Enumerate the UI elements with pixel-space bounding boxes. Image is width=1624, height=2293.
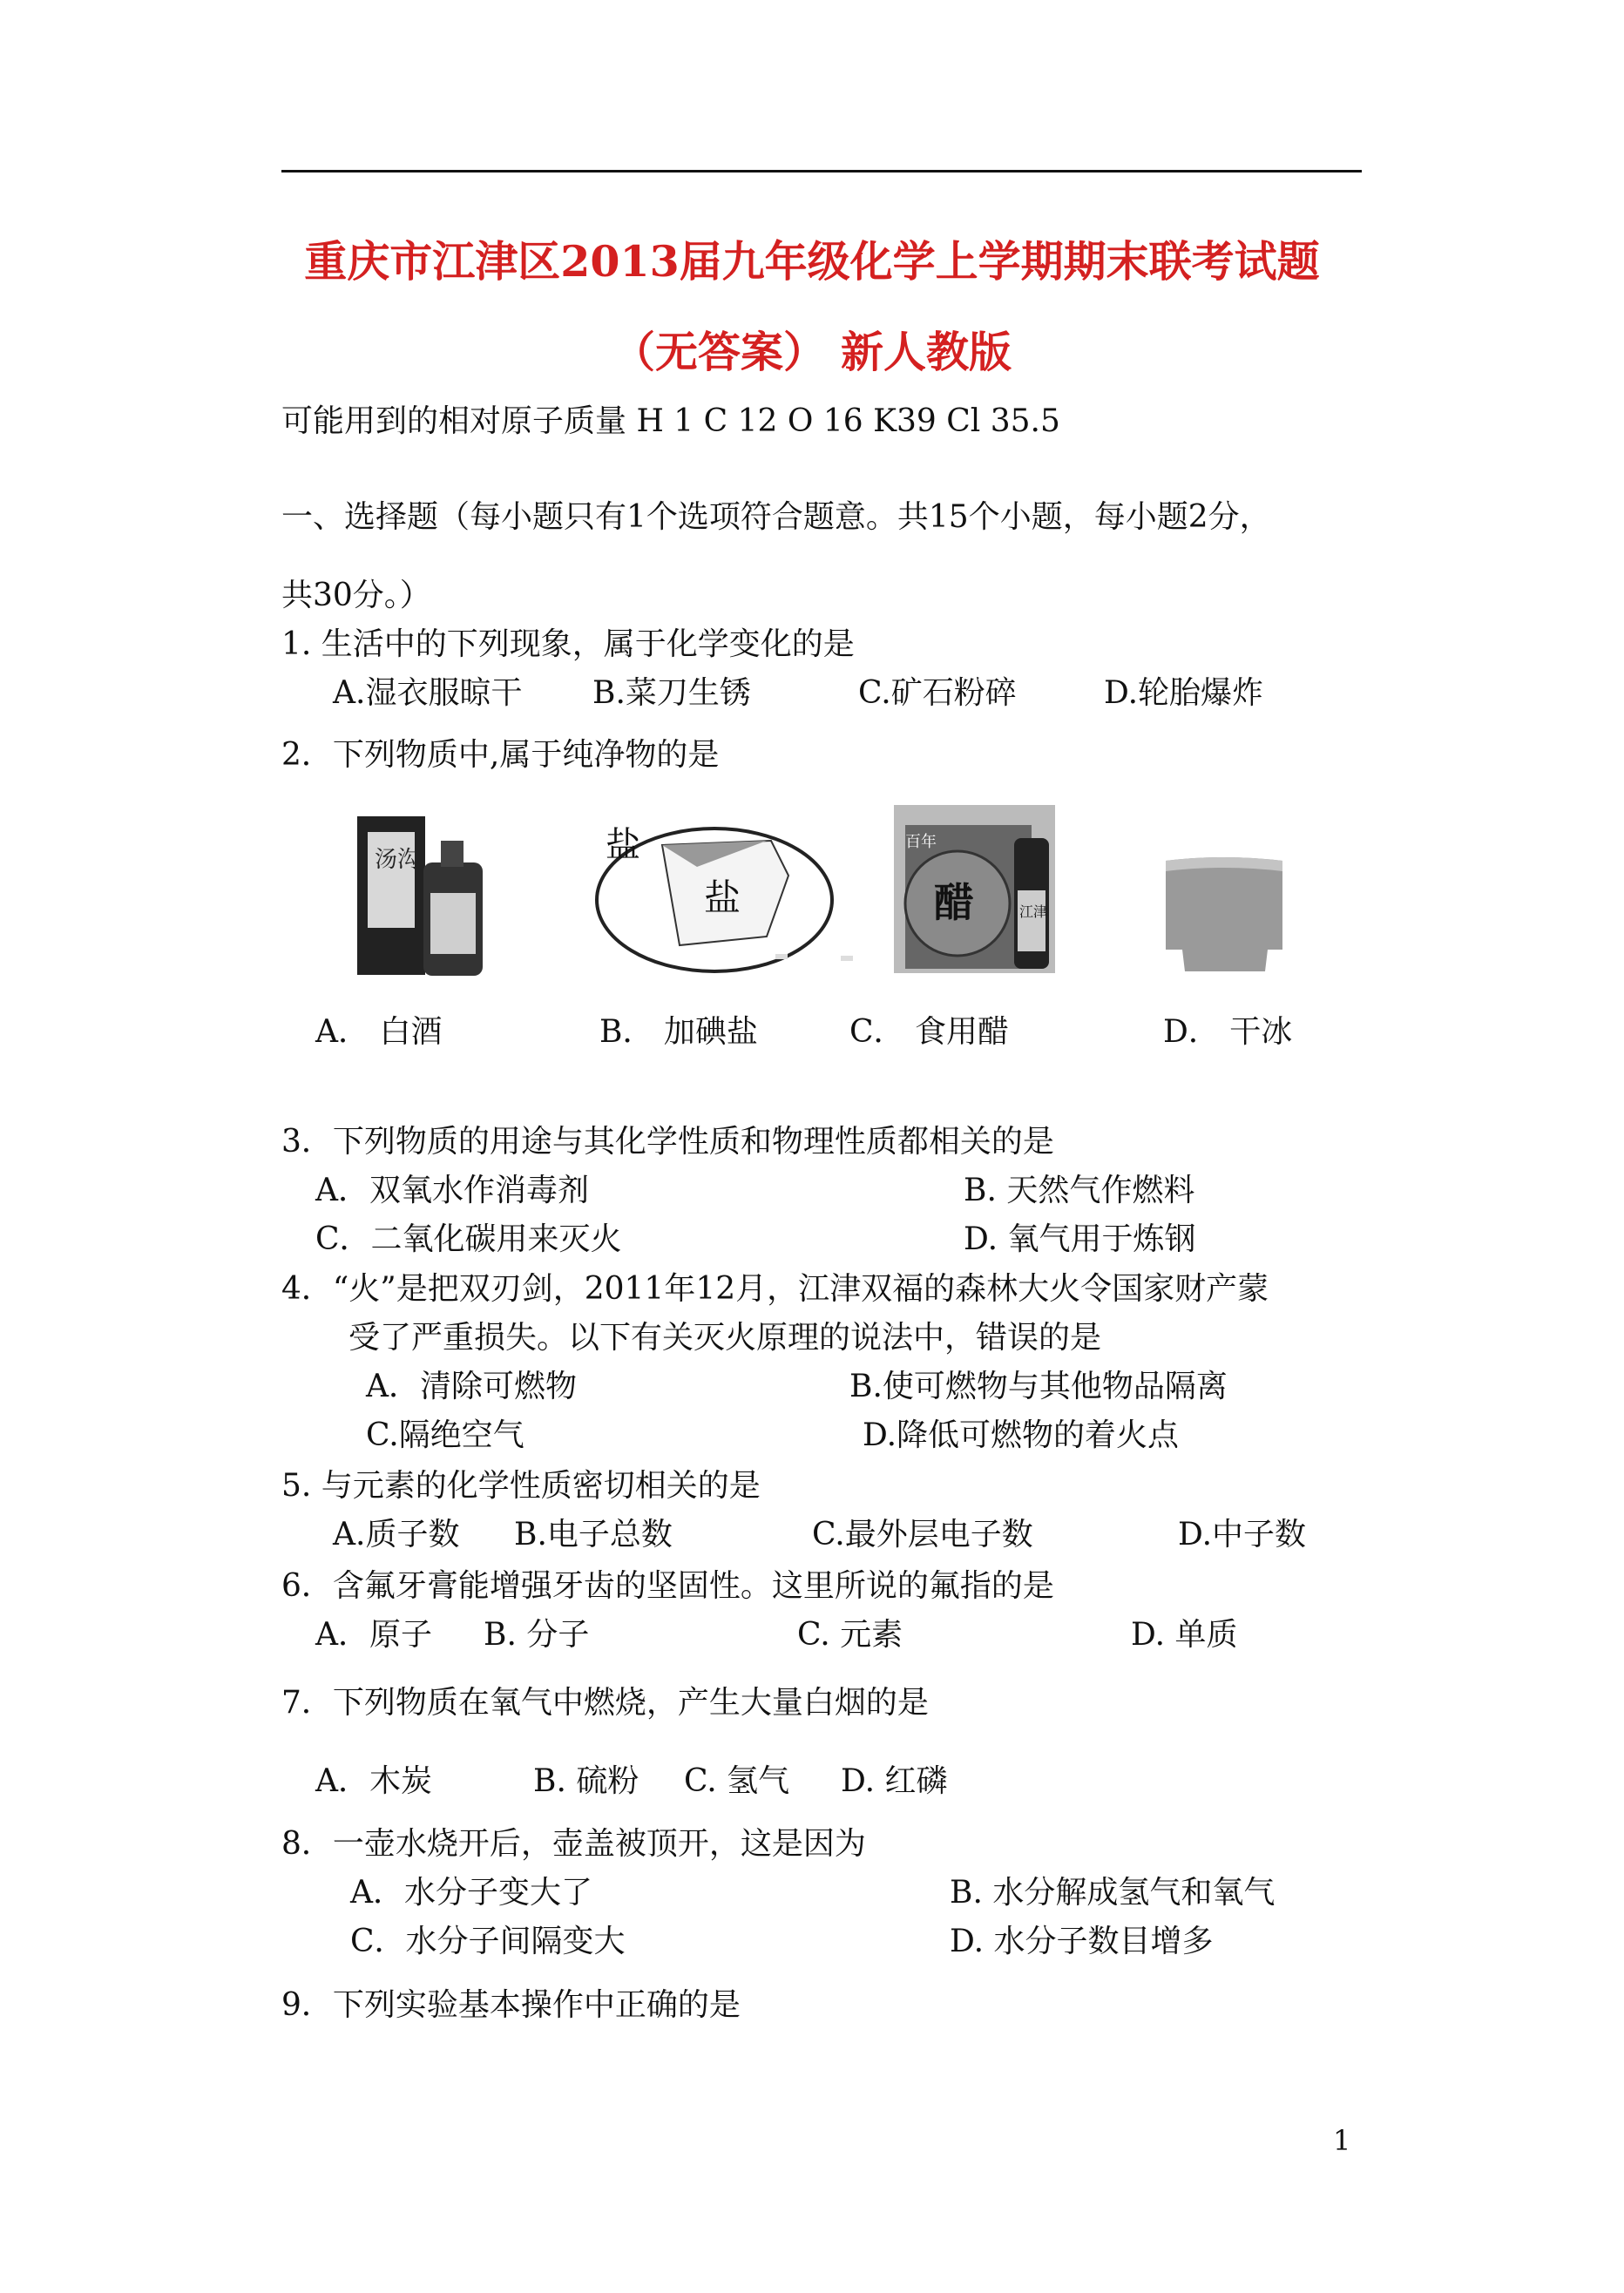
q2-option-d: D． 干冰 xyxy=(1163,1014,1293,1050)
q6-option-d: D. 单质 xyxy=(1131,1617,1238,1653)
vinegar-image xyxy=(892,803,1058,976)
q3-option-c: C．二氧化碳用来灭火 xyxy=(315,1221,622,1257)
q6-option-c: C. 元素 xyxy=(797,1617,903,1653)
q2-option-c: C． 食用醋 xyxy=(849,1014,1009,1050)
question-1-stem: 1. 生活中的下列现象，属于化学变化的是 xyxy=(281,626,855,662)
q4-option-a: A．清除可燃物 xyxy=(366,1369,577,1404)
iodized-salt-image xyxy=(592,806,880,976)
question-7-stem: 7．下列物质在氧气中燃烧，产生大量白烟的是 xyxy=(281,1685,929,1721)
q3-option-d: D. 氧气用于炼钢 xyxy=(964,1221,1196,1257)
header-rule xyxy=(281,170,1362,172)
section-heading: 一、选择题（每小题只有1个选项符合题意。共15个小题，每小题2分， xyxy=(281,499,1271,535)
liquor-image xyxy=(355,815,486,980)
question-8-stem: 8．一壶水烧开后，壶盖被顶开，这是因为 xyxy=(281,1826,866,1862)
q8-option-a: A．水分子变大了 xyxy=(350,1875,592,1911)
atomic-mass-note: 可能用到的相对原子质量 H 1 C 12 O 16 K39 Cl 35.5 xyxy=(281,403,1060,439)
vinegar-bottle-label: 江津 xyxy=(1019,903,1048,920)
salt-bag-label: 盐 xyxy=(704,876,741,919)
question-2-stem: 2．下列物质中,属于纯净物的是 xyxy=(281,737,720,773)
q8-option-b: B. 水分解成氢气和氧气 xyxy=(950,1875,1276,1911)
q3-option-a: A．双氧水作消毒剂 xyxy=(315,1173,589,1208)
q1-option-b: B.菜刀生锈 xyxy=(592,675,751,711)
page-title-line1: 重庆市江津区2013届九年级化学上学期期末联考试题 xyxy=(304,236,1320,287)
vinegar-box-side: 百年 xyxy=(905,833,937,851)
q1-option-d: D.轮胎爆炸 xyxy=(1104,675,1264,711)
q7-option-c: C. 氢气 xyxy=(684,1763,790,1799)
q7-option-d: D. 红磷 xyxy=(841,1763,948,1799)
q5-option-d: D.中子数 xyxy=(1178,1517,1307,1552)
q5-option-b: B.电子总数 xyxy=(514,1517,673,1552)
q7-option-a: A．木炭 xyxy=(315,1763,432,1799)
q2-option-a: A． 白酒 xyxy=(315,1014,443,1050)
q8-option-d: D. 水分子数目增多 xyxy=(950,1924,1214,1959)
liquor-box-label: 汤沟 xyxy=(375,847,421,873)
q6-option-b: B. 分子 xyxy=(484,1617,590,1653)
question-4-stem-cont: 受了严重损失。以下有关灭火原理的说法中，错误的是 xyxy=(348,1320,1102,1356)
salt-logo-char: 盐 xyxy=(606,825,640,865)
section-heading-cont: 共30分。） xyxy=(281,578,431,613)
dry-ice-image xyxy=(1159,854,1289,976)
q2-option-b: B． 加碘盐 xyxy=(599,1014,758,1050)
q5-option-c: C.最外层电子数 xyxy=(812,1517,1033,1552)
q4-option-b: B.使可燃物与其他物品隔离 xyxy=(849,1369,1228,1404)
q1-option-c: C.矿石粉碎 xyxy=(858,675,1017,711)
q5-option-a: A.质子数 xyxy=(333,1517,460,1552)
page-title-line2: （无答案） 新人教版 xyxy=(612,327,1012,377)
page-number: 1 xyxy=(1333,2124,1351,2157)
question-9-stem: 9．下列实验基本操作中正确的是 xyxy=(281,1987,741,2023)
q4-option-d: D.降低可燃物的着火点 xyxy=(863,1417,1180,1453)
question-3-stem: 3．下列物质的用途与其化学性质和物理性质都相关的是 xyxy=(281,1124,1054,1160)
q3-option-b: B. 天然气作燃料 xyxy=(964,1173,1195,1208)
question-5-stem: 5. 与元素的化学性质密切相关的是 xyxy=(281,1468,761,1504)
q8-option-c: C．水分子间隔变大 xyxy=(350,1924,626,1959)
q7-option-b: B. 硫粉 xyxy=(533,1763,639,1799)
q6-option-a: A．原子 xyxy=(315,1617,432,1653)
question-4-stem: 4．“火”是把双刃剑，2011年12月，江津双福的森林大火令国家财产蒙 xyxy=(281,1271,1269,1307)
q1-option-a: A.湿衣服晾干 xyxy=(333,675,523,711)
question-6-stem: 6．含氟牙膏能增强牙齿的坚固性。这里所说的氟指的是 xyxy=(281,1568,1054,1604)
q4-option-c: C.隔绝空气 xyxy=(366,1417,524,1453)
vinegar-box-label: 醋 xyxy=(934,879,974,926)
